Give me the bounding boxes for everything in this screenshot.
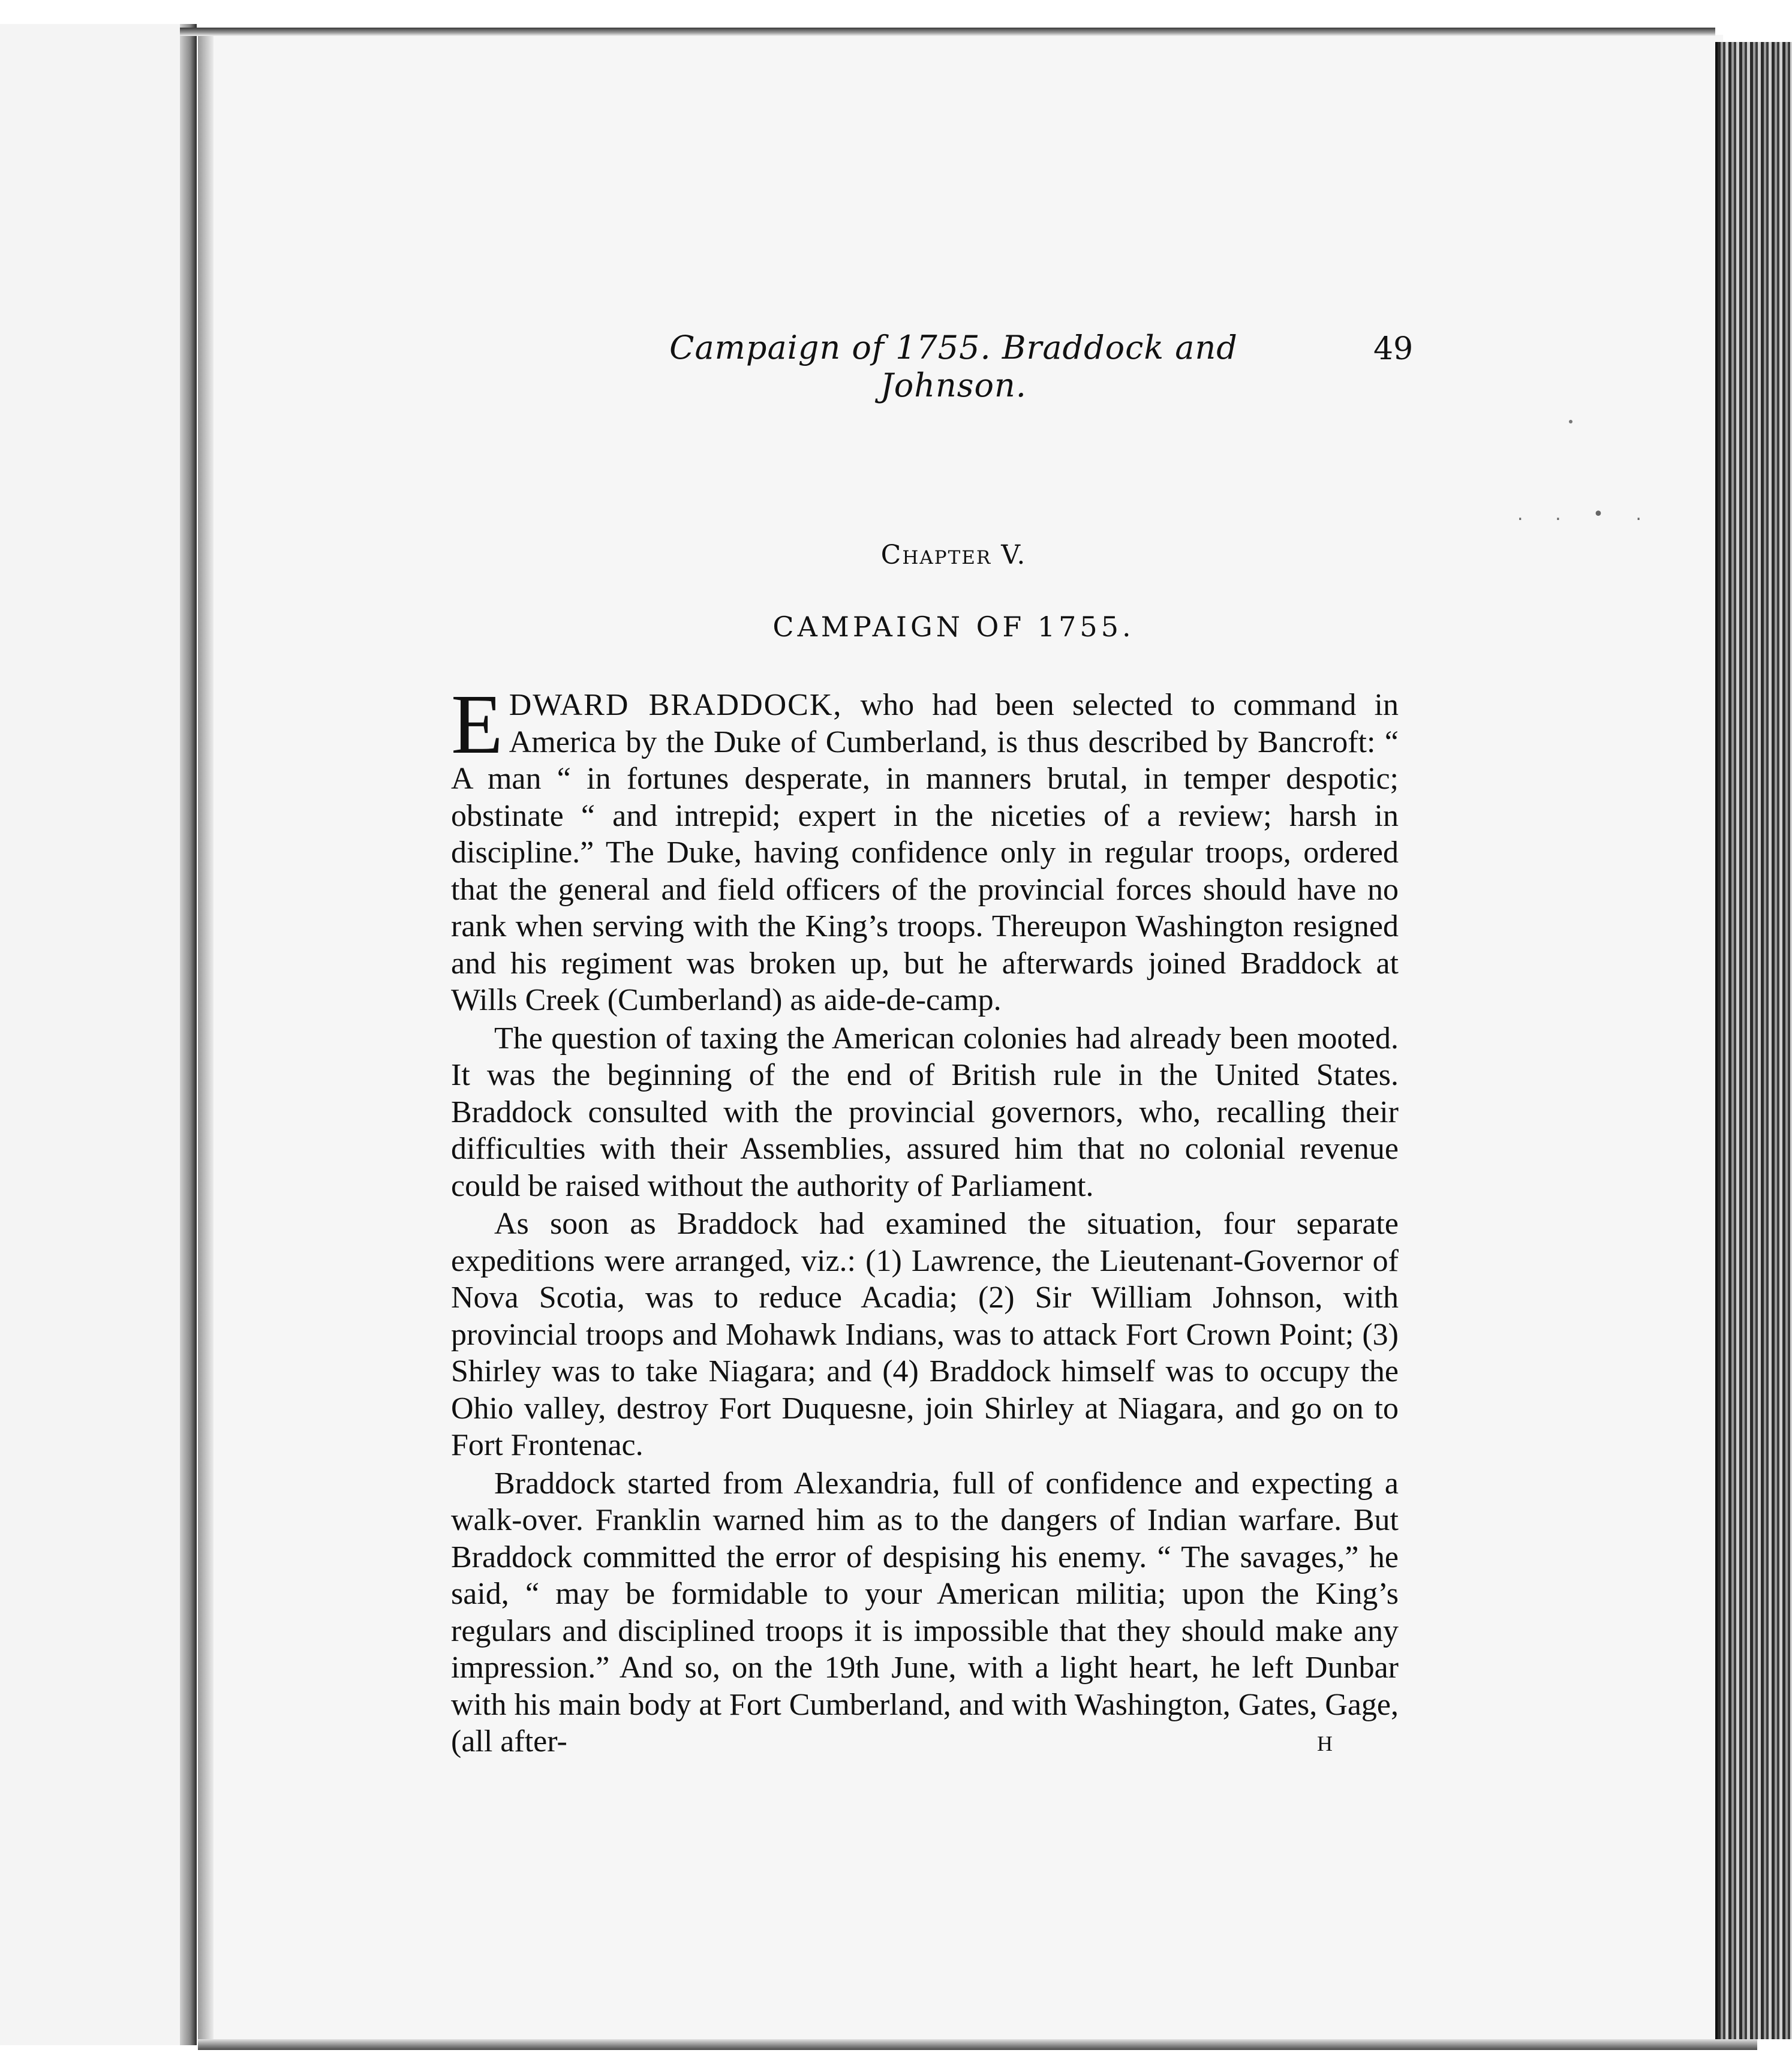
binding-shadow xyxy=(180,24,197,2045)
drop-cap: E xyxy=(451,677,503,771)
paragraph-3: As soon as Braddock had examined the situation, four separate expeditions were arranged, viz.: (1) Lawrence, the Lieutenant-Governor of Nova Scotia, was to reduce Acadia; (2) Sir William Johnson, with provincial troops and Mohawk Indians, was to attack Fort Crown Point; (3) Shirley was to take Niagara; and (4) Braddock himself was to occupy the Ohio valley, destroy Fort Duquesne, join Shirley at Niagara, and go on to Fort Frontenac. xyxy=(451,1207,1399,1462)
previous-page-edge xyxy=(0,24,193,2045)
paragraph-1 xyxy=(451,677,1399,1019)
chapter-title: CAMPAIGN OF 1755. xyxy=(772,611,1135,643)
paragraph-2: The question of taxing the American colonies had already been mooted. It was the beginning of the end of British rule in the United States. Braddock consulted with the provincial governors, who, recalling their difficulties with their Assemblies, assured him that no colonial revenue could be raised without the authority of Parliament. xyxy=(451,1021,1399,1203)
bottom-page-edge xyxy=(198,2039,1757,2050)
scan-speck xyxy=(1569,420,1572,423)
signature-mark: H xyxy=(1317,1732,1333,1756)
running-head: Campaign of 1755. Braddock and Johnson. xyxy=(669,329,1238,404)
page-number: 49 xyxy=(1373,331,1414,367)
paragraph-4: Braddock started from Alexandria, full of confidence and expecting a walk-over. Franklin warned him as to the dangers of Indian warfare. But Braddock committed the error of despising his enemy. “ The savages,” he said, “ may be formidable to your American militia; upon the King’s regulars and disciplined troops it is impossible that they should make any impression.” And so, on the 19th June, with a light heart, he left Dunbar with his main body at Fort Cumberland, and with Washington, Gates, Gage, (all after- xyxy=(451,1466,1399,1759)
top-page-edge xyxy=(180,28,1715,36)
body-text xyxy=(451,677,1399,1760)
lead-in-caps: DWARD BRADDOCK, xyxy=(509,688,843,722)
chapter-label: Chapter V. xyxy=(880,540,1027,570)
paragraph-text: who had been selected to command in America by the Duke of Cumberland, is thus described by Bancroft: “ A man “ in fortunes desperate, in manners brutal, in temper despotic; obstinate “ and intrepid; expert in the niceties of a review; harsh in discipline.” The Duke, having confidence only in regular troops, ordered that the general and field officers of the provincial forces should have no rank when serving with the King’s troops. Thereupon Washington resigned and his regiment was broken up, but he afterwards joined Braddock at Wills Creek (Cumberland) as aide-de-camp. xyxy=(451,688,1399,1017)
fore-edge xyxy=(1715,42,1792,2039)
scan-specks: . . • . xyxy=(1517,504,1655,525)
gutter-shadow xyxy=(198,35,214,2046)
